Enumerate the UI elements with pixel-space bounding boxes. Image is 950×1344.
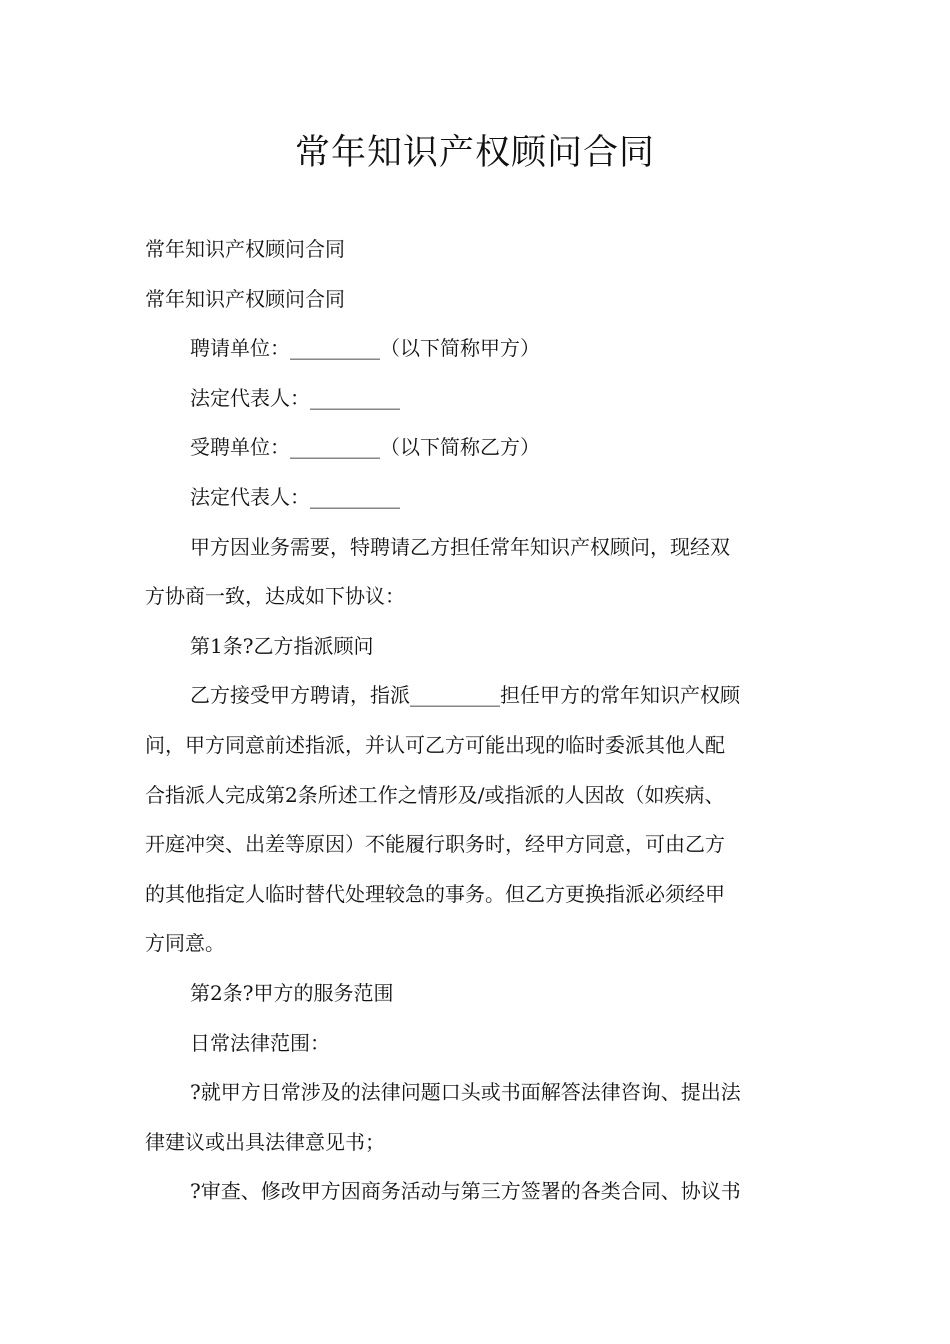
paragraph-line: 乙方接受甲方聘请，指派_________担任甲方的常年知识产权顾 <box>190 683 740 708</box>
section-heading: 日常法律范围： <box>190 1030 330 1055</box>
paragraph-line: 的其他指定人临时替代处理较急的事务。但乙方更换指派必须经甲 <box>145 881 725 906</box>
document-title: 常年知识产权顾问合同 <box>294 133 655 173</box>
employer-field: 聘请单位：_________（以下简称甲方） <box>190 336 540 361</box>
list-item-line: ?就甲方日常涉及的法律问题口头或书面解答法律咨询、提出法 <box>190 1080 741 1105</box>
paragraph-line: 问，甲方同意前述指派，并认可乙方可能出现的临时委派其他人配 <box>145 732 725 757</box>
article-heading: 第1条?乙方指派顾问 <box>190 633 374 658</box>
heading-line: 常年知识产权顾问合同 <box>145 286 345 311</box>
employee-representative-field: 法定代表人：_________ <box>190 484 400 509</box>
paragraph-line: 方协商一致，达成如下协议： <box>145 584 405 609</box>
paragraph-line: 合指派人完成第2条所述工作之情形及/或指派的人因故（如疾病、 <box>145 782 725 807</box>
paragraph-line: 开庭冲突、出差等原因）不能履行职务时，经甲方同意，可由乙方 <box>145 832 725 857</box>
paragraph-line: 甲方因业务需要，特聘请乙方担任常年知识产权顾问，现经双 <box>190 534 730 559</box>
employer-representative-field: 法定代表人：_________ <box>190 385 400 410</box>
heading-line: 常年知识产权顾问合同 <box>145 237 345 261</box>
list-item-line: 律建议或出具法律意见书； <box>145 1129 385 1154</box>
article-heading: 第2条?甲方的服务范围 <box>190 980 394 1005</box>
list-item-line: ?审查、修改甲方因商务活动与第三方签署的各类合同、协议书 <box>190 1179 741 1204</box>
document-body <box>145 225 810 1217</box>
employee-field: 受聘单位：_________（以下简称乙方） <box>190 435 540 460</box>
paragraph-line: 方同意。 <box>145 931 225 956</box>
